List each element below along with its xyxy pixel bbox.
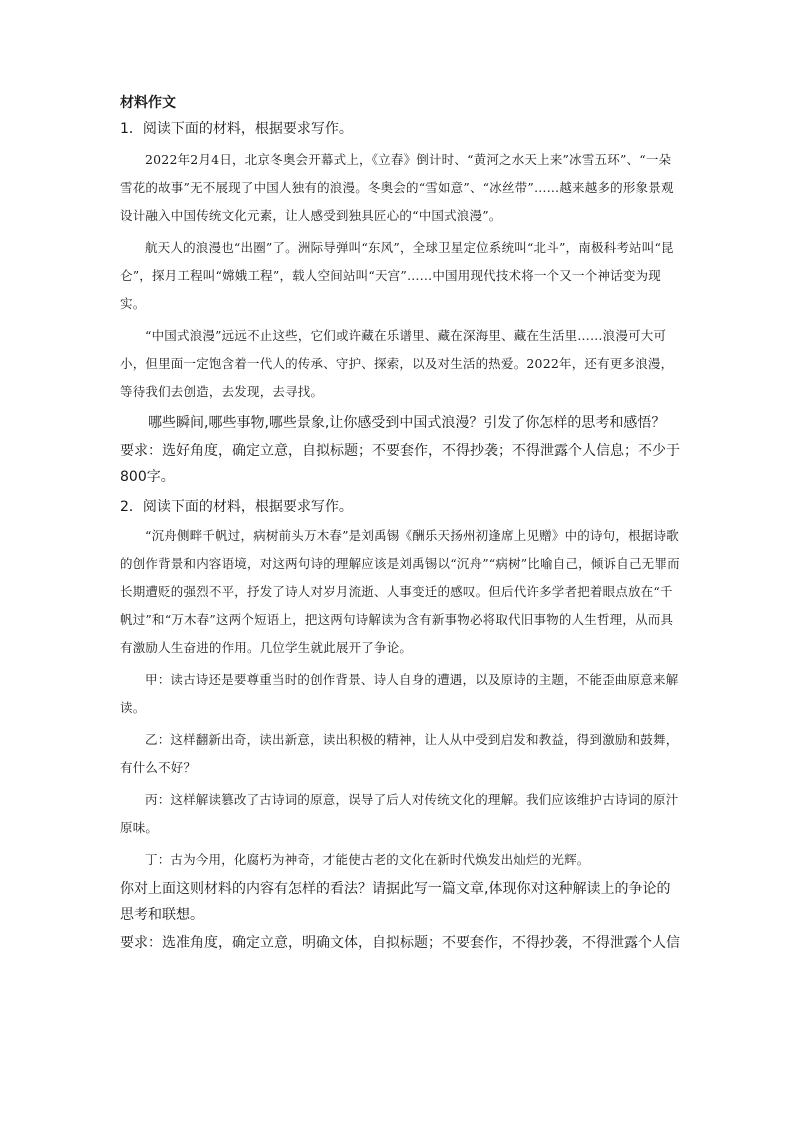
question-2-opinion-jia: 甲：读古诗还是要尊重当时的创作背景、诗人自身的遭遇，以及原诗的主题，不能歪曲原意来解读。: [120, 672, 679, 715]
question-1-title: 1．阅读下面的材料，根据要求写作。: [120, 121, 353, 137]
question-1-requirement: 要求：选好角度，确定立意，自拟标题；不要套作，不得抄袭；不得泄露个人信息；不少于800字。: [120, 443, 680, 485]
question-2-opinion-ding: 丁：古为今用，化腐朽为神奇，才能使古老的文化在新时代焕发出灿烂的光辉。: [145, 852, 590, 867]
question-1-material-paragraph-3: “中国式浪漫”远远不止这些，它们或许藏在乐谱里、藏在深海里、藏在生活里……浪漫可大可小，但里面一定饱含着一代人的传承、守护、探索，以及对生活的热爱。2022年，还有更多浪漫，等待我们去创造，去发现，去寻找。: [120, 328, 674, 399]
question-2-material-paragraph: “沉舟侧畔千帆过，病树前头万木春”是刘禹锡《酬乐天扬州初逢席上见赠》中的诗句，根据诗歌的创作背景和内容语境，对这两句诗的理解应该是刘禹锡以“沉舟”“病树”比喻自己，倾诉自己无罪而长期遭贬的强烈不平，抒发了诗人对岁月流逝、人事变迁的感叹。但后代许多学者把着眼点放在“千帆过”和“万木春”这两个短语上，把这两句诗解读为含有新事物必将取代旧事物的人生哲理，从而具有激励人生奋进的作用。几位学生就此展开了争论。: [120, 528, 680, 655]
question-2-opinion-bing: 丙：这样解读篡改了古诗词的原意，误导了后人对传统文化的理解。我们应该维护古诗词的原汁原味。: [120, 792, 679, 835]
question-1-material-paragraph-2: 航天人的浪漫也“出圈”了。洲际导弹叫“东风”，全球卫星定位系统叫“北斗”，南极科考站叫“昆仑”，探月工程叫“嫦娥工程”，载人空间站叫“天宫”……中国用现代技术将一个又一个神话变为现实。: [120, 240, 674, 311]
document-page: [120, 92, 680, 956]
question-2-requirement: 要求：选准角度，确定立意，明确文体，自拟标题；不要套作，不得抄袭，不得泄露个人信: [120, 935, 680, 951]
section-title: 材料作文: [120, 95, 176, 111]
question-2-title: 2．阅读下面的材料，根据要求写作。: [120, 499, 353, 515]
question-1-prompt: 哪些瞬间,哪些事物,哪些景象,让你感受到中国式浪漫？引发了你怎样的思考和感悟？: [148, 415, 666, 431]
question-1-material-paragraph-1: 2022年2月4日，北京冬奥会开幕式上，《立春》倒计时、“黄河之水天上来”冰雪五环”、“一朵雪花的故事”无不展现了中国人独有的浪漫。冬奥会的“雪如意”、“冰丝带”……越来越多的形象景观设计融入中国传统文化元素，让人感受到独具匠心的“中国式浪漫”。: [120, 152, 674, 223]
question-2-prompt: 你对上面这则材料的内容有怎样的看法？请据此写一篇文章,体现你对这种解读上的争论的思考和联想。: [120, 881, 671, 923]
question-2-opinion-yi: 乙：这样翻新出奇，读出新意，读出积极的精神，让人从中受到启发和教益，得到激励和鼓舞，有什么不好？: [120, 732, 679, 775]
